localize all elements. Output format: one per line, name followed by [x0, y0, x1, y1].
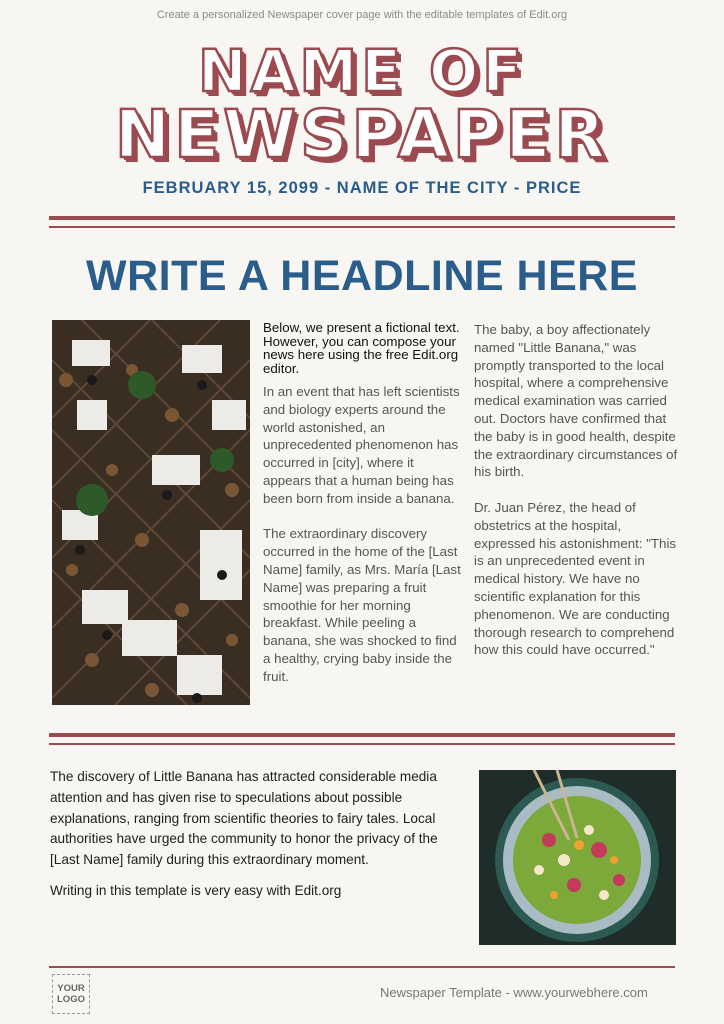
newspaper-masthead — [0, 37, 724, 173]
article-paragraph: The baby, a boy affectionately named "Little Banana," was promptly transported to the local hospital, where a comprehensive medical examination was carried out. Doctors have confirmed that the baby is in good health, despite the extraordinary circumstances of his birth. — [474, 322, 678, 480]
middle-rule-thick — [49, 733, 675, 737]
footer-text: Newspaper Template - www.yourwebhere.com — [380, 985, 648, 1000]
bottom-rule — [49, 966, 675, 968]
logo-line-2: LOGO — [57, 994, 85, 1005]
article-paragraph: Dr. Juan Pérez, the head of obstetrics at the hospital, expressed his astonishment: "This is an unprecedented event in medical history. We have no scientific explanation for this phenomenon. We are conducting thorough research to comprehend how this could have occurred." — [474, 499, 677, 658]
top-rule-thick — [49, 216, 675, 220]
lower-paragraph: The discovery of Little Banana has attracted considerable media attention and has given rise to speculations about possible explanations, ranging from scientific theories to fairy tales. Local authorities have urged the community to honor the privacy of the [Last Name] family during this extraordinary moment. — [50, 769, 438, 868]
article-column-1 — [263, 321, 463, 703]
top-rule-thin — [49, 226, 675, 228]
lower-paragraph: Writing in this template is very easy with Edit.org — [50, 882, 342, 898]
logo-line-1: YOUR — [57, 983, 85, 994]
salad-bowl-photo — [479, 770, 676, 945]
logo-placeholder — [52, 974, 90, 1014]
article-intro: Below, we present a fictional text. However, you can compose your news here using the free Edit.org editor. — [263, 320, 460, 376]
dateline: FEBRUARY 15, 2099 - NAME OF THE CITY - PRICE — [142, 179, 582, 197]
article-paragraph: The extraordinary discovery occurred in the home of the [Last Name] family, as Mrs. María [Last Name] was preparing a fruit smoothie for her morning breakfast. While peeling a banana, she was shocked to find a healthy, crying baby inside the fruit. — [263, 526, 461, 684]
lower-article — [50, 767, 460, 912]
salad-bowl-image — [479, 770, 676, 945]
article-paragraph: In an event that has left scientists and biology experts around the world astonished, an unprecedented phenomenon has occurred in [city], where it appears that a human being has been born from inside a banana. — [263, 384, 460, 506]
masthead-line-1: NAME OF — [198, 37, 526, 105]
headline: WRITE A HEADLINE HERE — [86, 252, 638, 300]
article-column-2 — [474, 321, 678, 677]
masthead-line-2: NEWSPAPER — [114, 96, 610, 173]
top-note: Create a personalized Newspaper cover page with the editable templates of Edit.org — [156, 9, 568, 21]
restaurant-photo — [52, 320, 250, 705]
middle-rule-thin — [49, 743, 675, 745]
restaurant-photo-image — [52, 320, 250, 705]
